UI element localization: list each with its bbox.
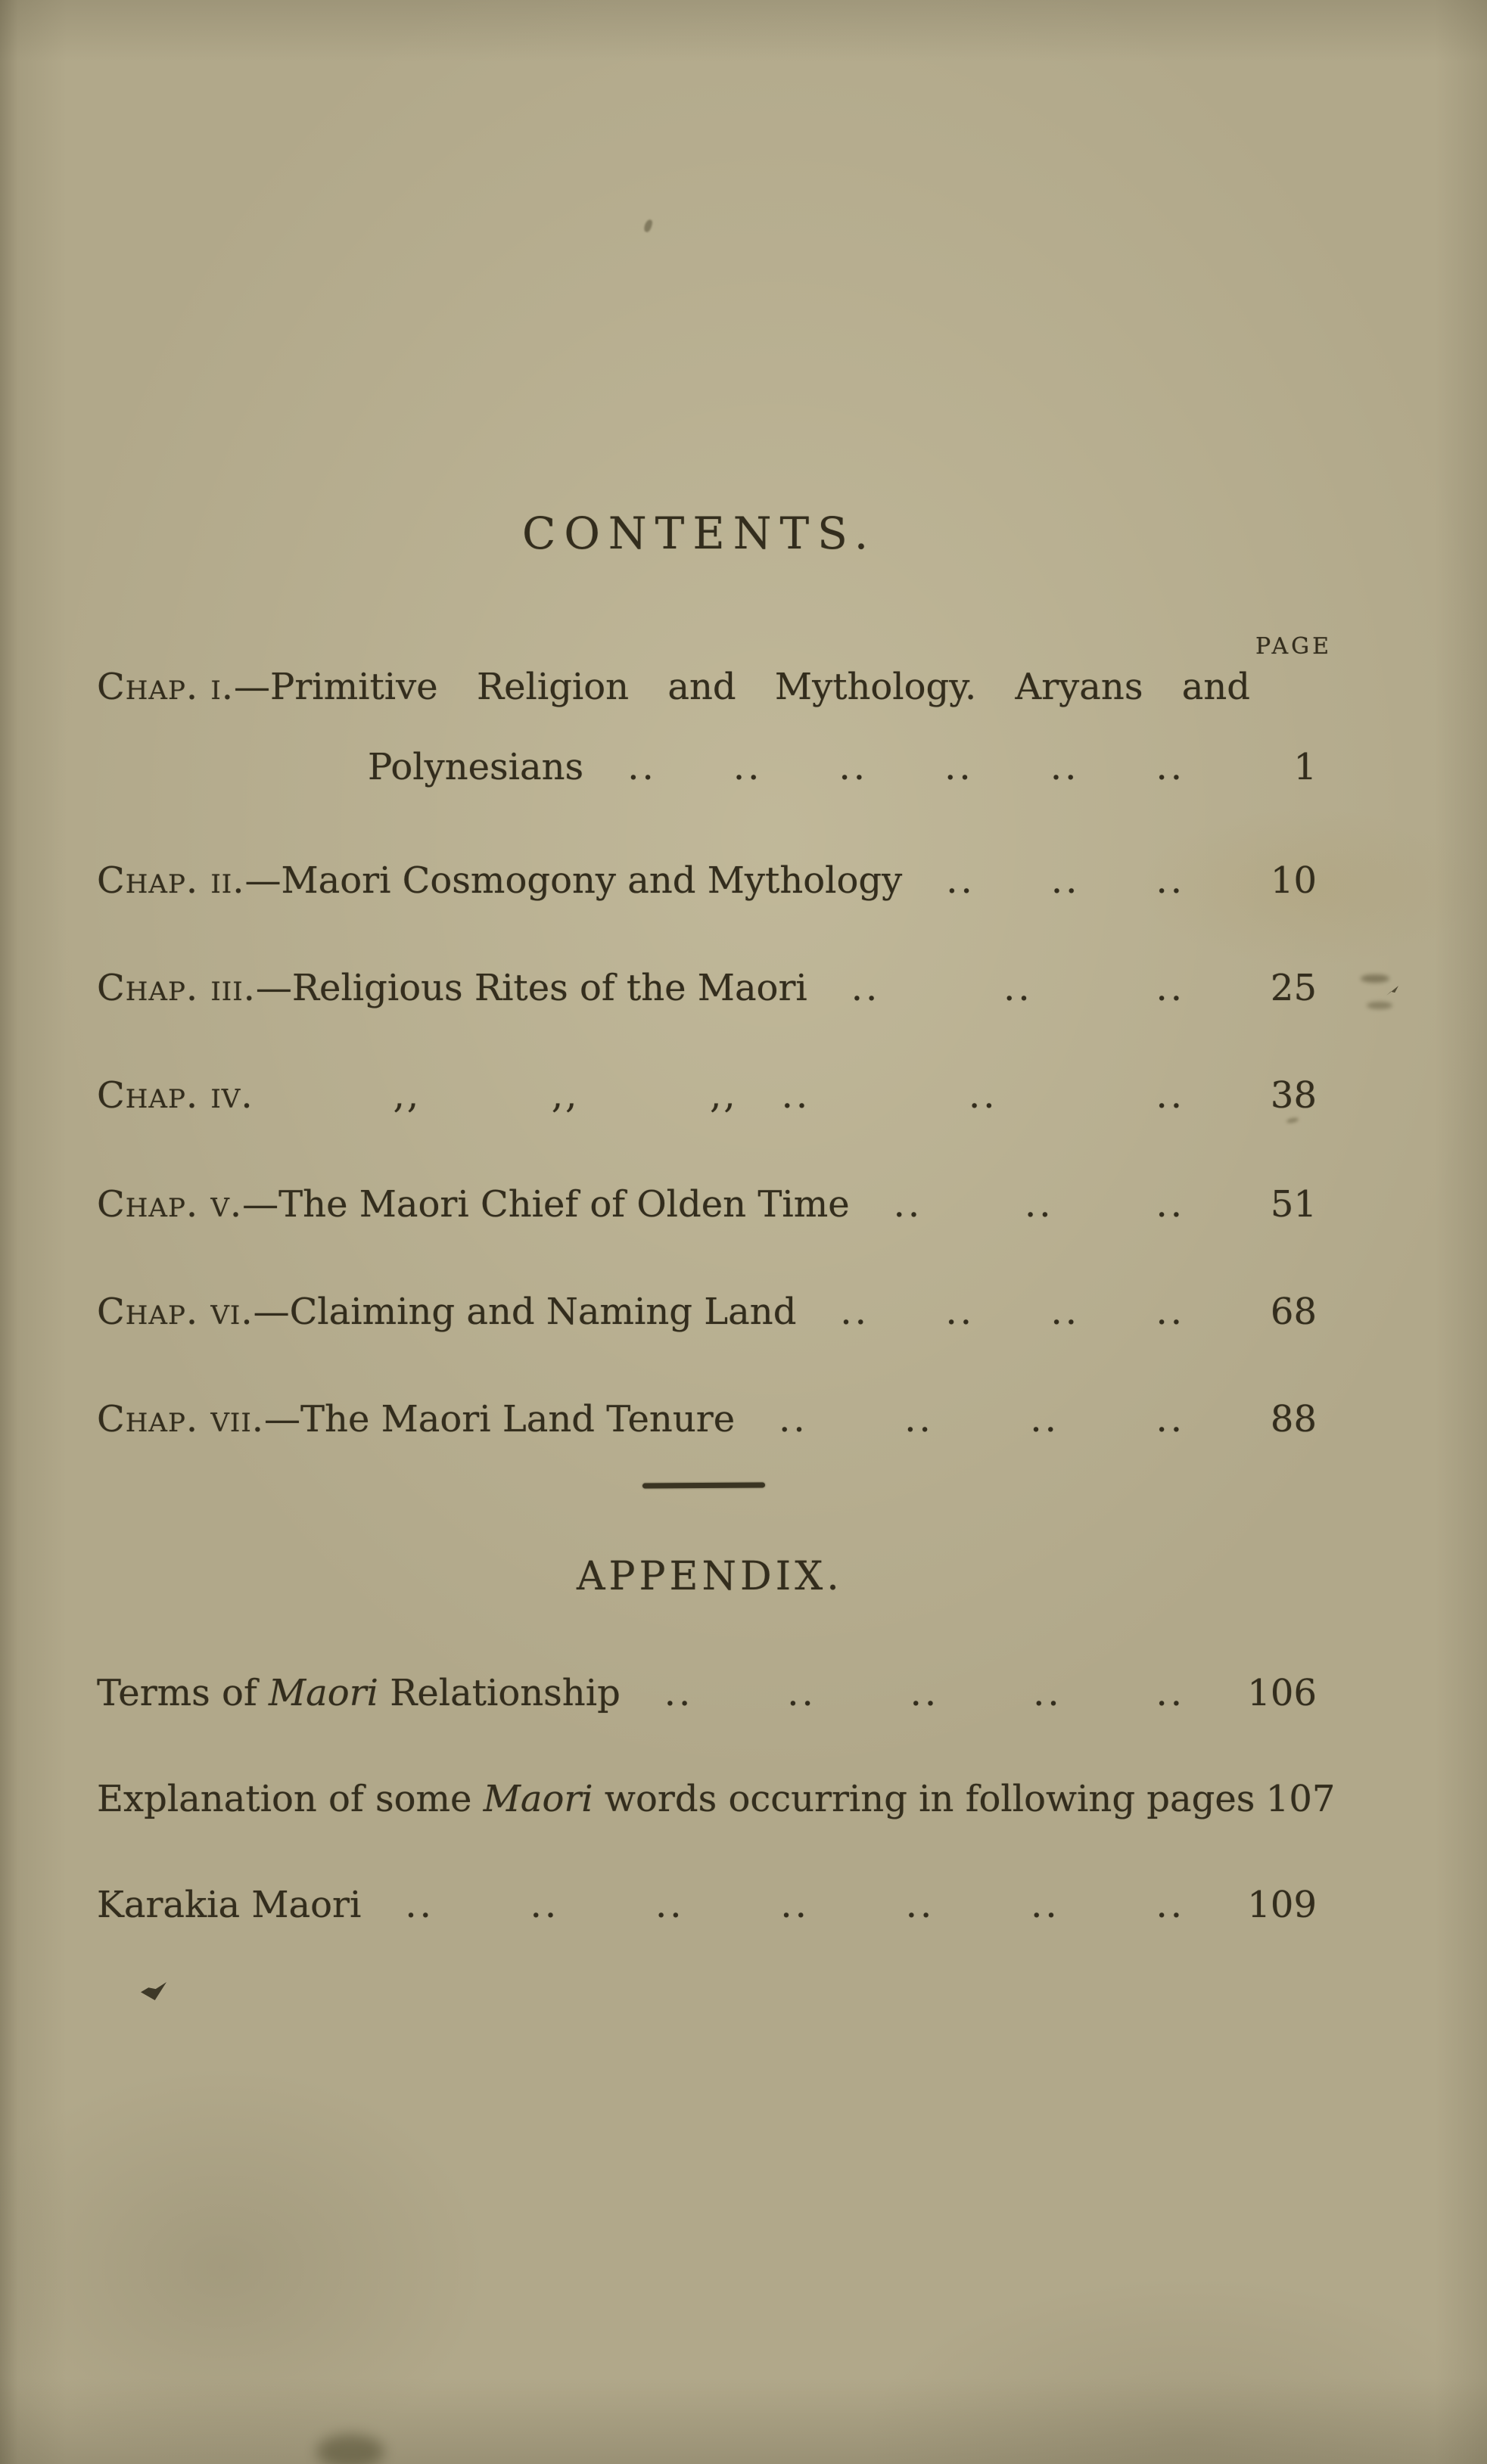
- page-number: 109: [1247, 1884, 1317, 1926]
- toc-row-chapter-1-continuation: [368, 744, 1317, 790]
- page-number: 88: [1270, 1398, 1317, 1440]
- appendix-item-italic-text: Maori: [268, 1672, 378, 1714]
- chapter-title: —Claiming and Naming Land: [253, 1291, 797, 1333]
- scratch-artifact: [1361, 974, 1389, 983]
- dot-leaders: .. .. .. .. ..: [664, 1672, 1185, 1714]
- toc-row-chapter-5: [97, 1182, 1317, 1227]
- toc-row-chapter-7: [97, 1397, 1317, 1442]
- dot-leaders: .. .. .. .. .. .. ..: [405, 1884, 1185, 1926]
- smudge-artifact: [316, 2434, 384, 2464]
- chapter-prefix: Chap. iv.: [97, 1074, 254, 1117]
- chapter-title: —The Maori Land Tenure: [264, 1398, 736, 1440]
- chapter-title: —Primitive Religion and Mythology. Aryans and: [234, 666, 1250, 708]
- appendix-item-text: Terms of: [97, 1672, 269, 1714]
- page-number: 1: [1293, 746, 1317, 788]
- page-number: 107: [1265, 1778, 1336, 1820]
- dot-leaders: .. .. .. .. .. ..: [627, 746, 1185, 788]
- chapter-prefix: Chap. ii.: [97, 859, 245, 902]
- appendix-row-1: [97, 1670, 1317, 1716]
- appendix-row-3: [97, 1882, 1317, 1928]
- toc-row-chapter-4: [97, 1073, 1317, 1118]
- ditto-marks: ,, ,, ,,: [393, 1074, 738, 1117]
- dot-leaders: .. .. ..: [851, 967, 1185, 1009]
- chapter-title: —Religious Rites of the Maori: [255, 967, 807, 1009]
- appendix-heading: APPENDIX.: [577, 1554, 843, 1599]
- dot-leaders: .. .. .. ..: [840, 1291, 1185, 1333]
- dot-leaders: .. .. .. ..: [779, 1398, 1185, 1440]
- page-number: 106: [1247, 1672, 1317, 1714]
- chapter-title-continuation: Polynesians: [368, 746, 584, 788]
- scratch-artifact: [1386, 986, 1398, 996]
- toc-row-chapter-3: [97, 965, 1317, 1011]
- page-title: CONTENTS.: [522, 508, 877, 559]
- toc-row-chapter-6: [97, 1289, 1317, 1335]
- dot-leaders: .. .. ..: [946, 859, 1185, 902]
- chapter-prefix: Chap. vi.: [97, 1291, 254, 1333]
- appendix-item-text: words occurring in following pages: [593, 1778, 1255, 1820]
- toc-row-chapter-1: [97, 664, 1250, 710]
- chapter-title: —The Maori Chief of Olden Time: [242, 1183, 850, 1226]
- dot-leaders: .. .. ..: [781, 1074, 1185, 1117]
- chapter-prefix: Chap. i.: [97, 666, 235, 708]
- section-divider-rule: [642, 1482, 765, 1488]
- appendix-item-text: Explanation of some: [97, 1778, 484, 1820]
- appendix-item-text: Relationship: [378, 1672, 621, 1714]
- appendix-row-2: [97, 1776, 1336, 1822]
- chapter-prefix: Chap. v.: [97, 1183, 243, 1226]
- scratch-artifact: [1367, 1002, 1392, 1009]
- page-number: 51: [1270, 1183, 1317, 1226]
- page-number: 38: [1270, 1074, 1317, 1117]
- page-number: 68: [1270, 1291, 1317, 1333]
- appendix-item-text: Karakia Maori: [97, 1884, 362, 1926]
- toc-row-chapter-2: [97, 858, 1317, 903]
- page-number: 25: [1270, 967, 1317, 1009]
- dot-leaders: .. .. ..: [893, 1183, 1185, 1226]
- appendix-item-italic-text: Maori: [483, 1778, 593, 1820]
- chapter-prefix: Chap. iii.: [97, 967, 256, 1009]
- chapter-prefix: Chap. vii.: [97, 1398, 265, 1440]
- page-number: 10: [1270, 859, 1317, 902]
- ink-blot-artifact: [141, 1982, 166, 2000]
- speck-artifact: [643, 219, 654, 233]
- page-column-header: PAGE: [1255, 633, 1332, 660]
- chapter-title: —Maori Cosmogony and Mythology: [244, 859, 903, 902]
